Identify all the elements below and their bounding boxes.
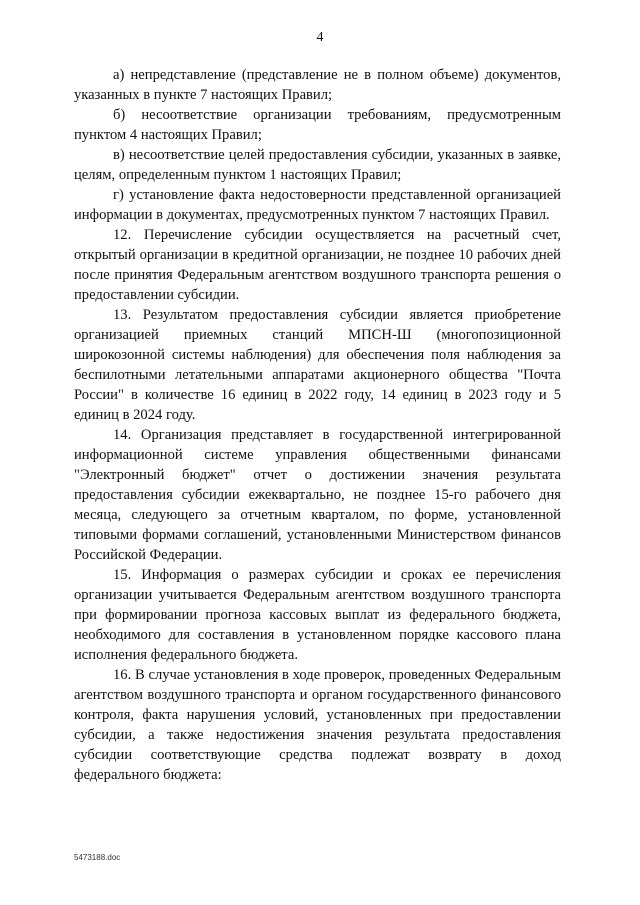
document-body [74, 65, 561, 785]
clause-13-paragraph: 13. Результатом предоставления субсидии является приобретение организацией приемных станций МПСН-Ш (многопозиционной широкозонной системы наблюдения) для обеспечения поля наблюдения за беспилотными летательными аппаратами акционерного общества "Почта России" в количестве 16 единиц в 2022 году, 14 единиц в 2023 году и 5 единиц в 2024 году. [74, 307, 561, 423]
page-number: 4 [316, 30, 324, 45]
clause-14-paragraph: 14. Организация представляет в государственной интегрированной информационной системе управления общественными финансами "Электронный бюджет" отчет о достижении значения результата предоставления субсидии ежеквартально, не позднее 15-го рабочего дня месяца, следующего за отчетным кварталом, по форме, установленной типовыми формами соглашений, установленными Министерством финансов Российской Федерации. [74, 427, 561, 563]
clause-16-paragraph: 16. В случае установления в ходе проверок, проведенных Федеральным агентством воздушного транспорта и органом государственного финансового контроля, факта нарушения условий, установленных при предоставлении субсидии, а также недостижения значения результата предоставления субсидии соответствующие средства подлежат возврату в доход федерального бюджета: [74, 667, 561, 783]
item-b-paragraph: б) несоответствие организации требованиям, предусмотренным пунктом 4 настоящих Правил; [74, 107, 561, 143]
clause-12-paragraph: 12. Перечисление субсидии осуществляется на расчетный счет, открытый организации в кредитной организации, не позднее 10 рабочих дней после принятия Федеральным агентством воздушного транспорта решения о предоставлении субсидии. [74, 227, 561, 303]
clause-15-paragraph: 15. Информация о размерах субсидии и сроках ее перечисления организации учитывается Федеральным агентством воздушного транспорта при формировании прогноза кассовых выплат из федерального бюджета, необходимого для составления в установленном порядке кассового плана исполнения федерального бюджета. [74, 567, 561, 663]
item-d-paragraph: г) установление факта недостоверности представленной организацией информации в документах, предусмотренных пунктом 7 настоящих Правил. [74, 187, 561, 223]
file-name-footer: 5473188.doc [74, 853, 121, 862]
item-c-paragraph: в) несоответствие целей предоставления субсидии, указанных в заявке, целям, определенным пунктом 1 настоящих Правил; [74, 147, 561, 183]
item-a-paragraph: а) непредставление (представление не в полном объеме) документов, указанных в пункте 7 настоящих Правил; [74, 67, 561, 103]
